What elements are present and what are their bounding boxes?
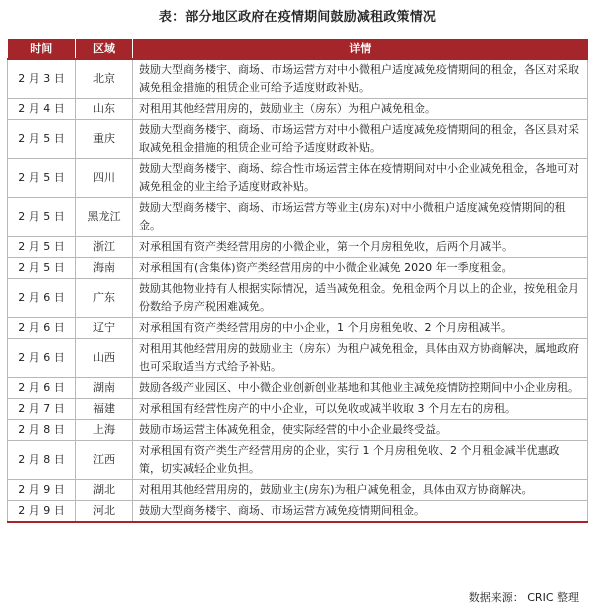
table-row <box>8 480 588 501</box>
table-row <box>8 198 588 237</box>
cell-region: 山东 <box>76 99 133 120</box>
cell-region: 四川 <box>76 159 133 198</box>
cell-region: 广东 <box>76 279 133 318</box>
header-region: 区域 <box>76 39 133 59</box>
cell-date: 2 月 5 日 <box>8 198 76 237</box>
table-row <box>8 501 588 523</box>
cell-date: 2 月 5 日 <box>8 159 76 198</box>
table-body <box>8 59 588 522</box>
cell-date: 2 月 6 日 <box>8 318 76 339</box>
cell-date: 2 月 5 日 <box>8 120 76 159</box>
cell-detail: 对租用其他经营用房的鼓励业主（房东）为租户减免租金，具体由双方协商解决，属地政府也可采取适当方式给予补贴。 <box>133 339 588 378</box>
cell-detail: 对承租国有资产类生产经营用房的企业，实行 1 个月房租免收、2 个月租金减半优惠政策，切实减轻企业负担。 <box>133 441 588 480</box>
cell-date: 2 月 6 日 <box>8 339 76 378</box>
cell-detail: 对承租国有资产类经营用房的小微企业，第一个月房租免收，后两个月减半。 <box>133 237 588 258</box>
cell-detail: 对租用其他经营用房的，鼓励业主（房东）为租户减免租金。 <box>133 99 588 120</box>
cell-date: 2 月 6 日 <box>8 279 76 318</box>
table-row <box>8 159 588 198</box>
cell-detail: 对租用其他经营用房的，鼓励业主(房东)为租户减免租金，具体由双方协商解决。 <box>133 480 588 501</box>
cell-date: 2 月 5 日 <box>8 258 76 279</box>
table-row <box>8 441 588 480</box>
cell-region: 河北 <box>76 501 133 523</box>
cell-region: 海南 <box>76 258 133 279</box>
table-row <box>8 378 588 399</box>
cell-region: 江西 <box>76 441 133 480</box>
table-header <box>8 39 588 59</box>
table-title: 表：部分地区政府在疫情期间鼓励减租政策情况 <box>158 10 437 25</box>
cell-date: 2 月 4 日 <box>8 99 76 120</box>
cell-region: 湖南 <box>76 378 133 399</box>
cell-region: 黑龙江 <box>76 198 133 237</box>
cell-region: 山西 <box>76 339 133 378</box>
cell-date: 2 月 9 日 <box>8 501 76 523</box>
header-detail: 详情 <box>133 39 588 59</box>
table-row <box>8 399 588 420</box>
cell-detail: 鼓励大型商务楼宇、商场、市场运营方减免疫情期间租金。 <box>133 501 588 523</box>
cell-region: 上海 <box>76 420 133 441</box>
cell-detail: 对承租国有(含集体)资产类经营用房的中小微企业减免 2020 年一季度租金。 <box>133 258 588 279</box>
table-row <box>8 99 588 120</box>
cell-date: 2 月 7 日 <box>8 399 76 420</box>
header-date: 时间 <box>8 39 76 59</box>
table-row <box>8 120 588 159</box>
cell-detail: 对承租国有经营性房产的中小企业，可以免收或减半收取 3 个月左右的房租。 <box>133 399 588 420</box>
table-row <box>8 420 588 441</box>
cell-date: 2 月 3 日 <box>8 59 76 99</box>
cell-region: 北京 <box>76 59 133 99</box>
cell-detail: 鼓励大型商务楼宇、商场、综合性市场运营主体在疫情期间对中小企业减免租金，各地可对减免租金的业主给予适度财政补贴。 <box>133 159 588 198</box>
cell-detail: 鼓励大型商务楼宇、商场、市场运营方等业主(房东)对中小微租户适度减免疫情期间的租金。 <box>133 198 588 237</box>
table-row <box>8 237 588 258</box>
table-row <box>8 318 588 339</box>
table-row <box>8 279 588 318</box>
cell-detail: 鼓励大型商务楼宇、商场、市场运营方对中小微租户适度减免疫情期间的租金，各区县对采取减免租金措施的租赁企业可给予适度财政补贴。 <box>133 120 588 159</box>
cell-region: 重庆 <box>76 120 133 159</box>
cell-region: 浙江 <box>76 237 133 258</box>
cell-date: 2 月 9 日 <box>8 480 76 501</box>
cell-date: 2 月 6 日 <box>8 378 76 399</box>
table-row <box>8 59 588 99</box>
table-row <box>8 258 588 279</box>
policy-table <box>7 39 588 523</box>
cell-region: 福建 <box>76 399 133 420</box>
table-row <box>8 339 588 378</box>
cell-region: 湖北 <box>76 480 133 501</box>
cell-detail: 对承租国有资产类经营用房的中小企业，1 个月房租免收、2 个月房租减半。 <box>133 318 588 339</box>
cell-date: 2 月 8 日 <box>8 441 76 480</box>
cell-detail: 鼓励市场运营主体减免租金，使实际经营的中小企业最终受益。 <box>133 420 588 441</box>
cell-detail: 鼓励各级产业园区、中小微企业创新创业基地和其他业主减免疫情防控期间中小企业房租。 <box>133 378 588 399</box>
source-note: 数据来源： CRIC 整理 <box>468 591 579 604</box>
cell-date: 2 月 8 日 <box>8 420 76 441</box>
cell-detail: 鼓励大型商务楼宇、商场、市场运营方对中小微租户适度减免疫情期间的租金，各区对采取减免租金措施的租赁企业可给予适度财政补贴。 <box>133 59 588 99</box>
cell-date: 2 月 5 日 <box>8 237 76 258</box>
cell-region: 辽宁 <box>76 318 133 339</box>
cell-detail: 鼓励其他物业持有人根据实际情况，适当减免租金。免租金两个月以上的企业，按免租金月份数给予房产税困难减免。 <box>133 279 588 318</box>
